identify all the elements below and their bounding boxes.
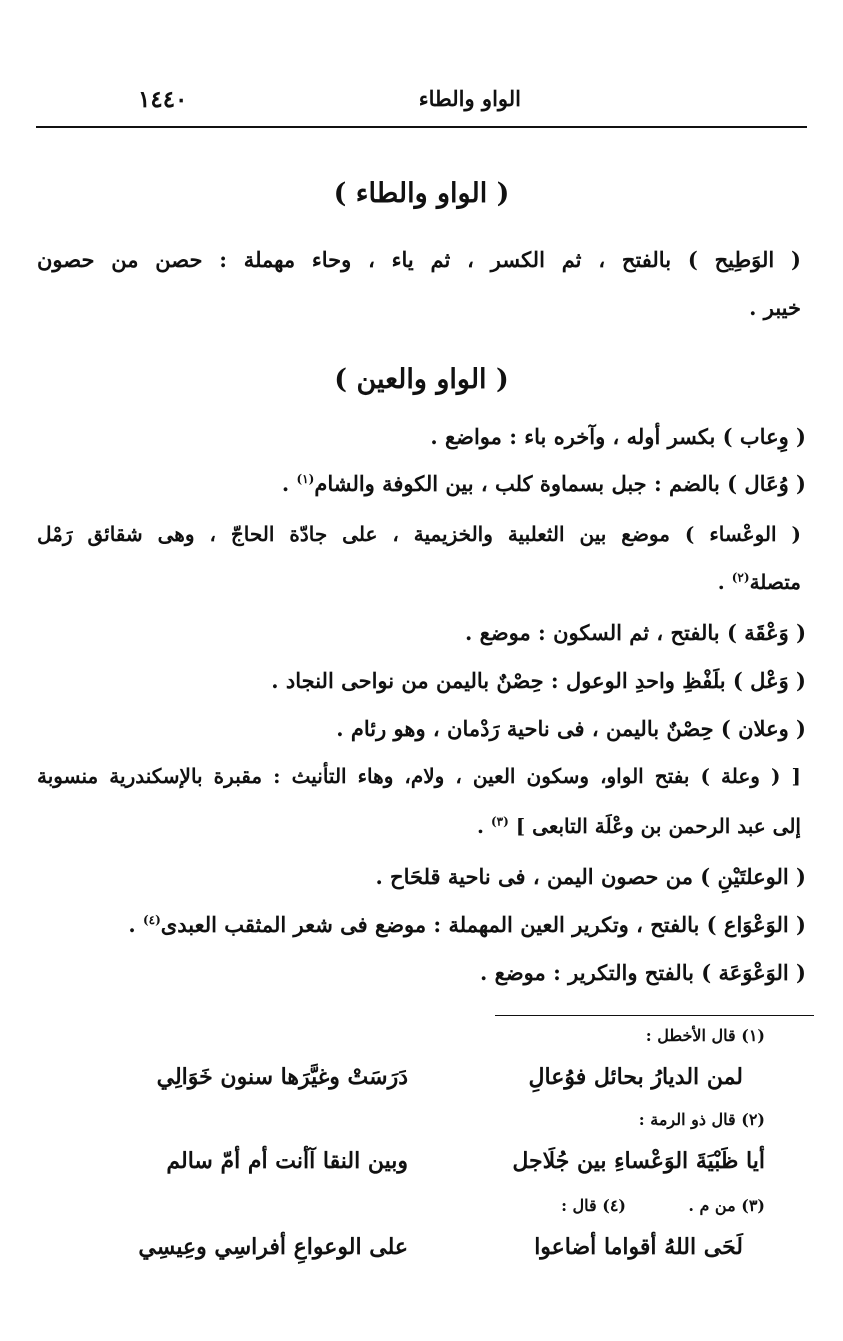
footnote-2-label: (٢) قال ذو الرمة : [638, 1110, 765, 1129]
paragraph-line: ( الوَطِيح ) بالفتح ، ثم الكسر ، ثم ياء ، وحاء مهملة : حصن من حصون [37, 247, 801, 272]
entry-text: ( الوَعْوَاع ) بالفتح ، وتكرير العين المهملة : موضع فى شعر المثقب العبدى [160, 912, 806, 937]
entry-al-wawaa-h: ( الوَعْوَعَة ) بالفتح والتكرير : موضع . [480, 960, 806, 985]
page-number: ١٤٤٠ [138, 86, 188, 113]
entry-al-wawaa: ( الوَعْوَاع ) بالفتح ، وتكرير العين المهملة : موضع فى شعر المثقب العبدى$^{(٤)}$ . [128, 912, 806, 937]
footnote-1-verse-hemistich-1: لمن الديارُ بحائل فوُعالِ [528, 1064, 743, 1090]
entry-text: متصلة [749, 570, 801, 594]
footnote-1-label: (١) قال الأخطل : [645, 1026, 765, 1045]
entry-text: إلى عبد الرحمن بن وعْلَة التابعى ] [515, 814, 801, 838]
footnote-4-verse-hemistich-1: لَحَى اللهُ أقواما أضاعوا [534, 1234, 743, 1260]
footnote-marker: (٣) [490, 814, 509, 829]
footnote-3-label: (٣) من م . [688, 1196, 765, 1215]
footnote-marker: (٢) [731, 570, 750, 585]
footnote-1-verse-hemistich-2: دَرَسَتْ وغيَّرَها سنون خَوَالِي [156, 1064, 408, 1090]
section-heading-waw-ayn: ( الواو والعين ) [334, 364, 509, 395]
running-title: الواو والطاء [418, 86, 521, 111]
entry-al-walatayn: ( الوعلتَيْنِ ) من حصون اليمن ، فى ناحية قلحَاح . [375, 864, 806, 889]
footnote-4-label: (٤) قال : [561, 1196, 626, 1215]
entry-al-watih [37, 236, 801, 332]
entry-al-wasaa: ( الوعْساء ) موضع بين الثعلبية والخزيمية ، على جادّة الحاجّ ، وهى شقائق رَمْل [37, 522, 801, 546]
entry-al-wasaa-cont: متصلة$^{(٢)}$ . [717, 570, 801, 594]
section-heading-waw-taa: ( الواو والطاء ) [333, 178, 510, 209]
entry-waqa: ( وَعْقَة ) بالفتح ، ثم السكون : موضع . [465, 620, 806, 645]
footnote-rule [495, 1015, 814, 1016]
entry-text: ( وُعَال ) بالضم : جبل بسماوة كلب ، بين الكوفة والشام [314, 471, 806, 496]
footnote-2-verse-hemistich-2: وبين النقا آأنت أم أمّ سالم [166, 1148, 408, 1174]
entry-wal: ( وَعْل ) بلَفْظِ واحدِ الوعول : حِصْنٌ باليمن من نواحى النجاد . [271, 668, 806, 693]
footnote-4-verse-hemistich-2: على الوعواعِ أفراسِي وعِيسِي [138, 1234, 408, 1260]
entry-wala-cont: إلى عبد الرحمن بن وعْلَة التابعى ] $^{(٣)}$ . [477, 814, 801, 838]
footnote-marker: (٤) [142, 913, 161, 927]
paragraph-line: خيبر . [749, 295, 801, 320]
running-header [38, 86, 806, 120]
footnote-2-verse-hemistich-1: أيا ظَبْيَةَ الوَعْساءِ بين جُلَاجل [512, 1148, 765, 1174]
entry-wuaal: ( وُعَال ) بالضم : جبل بسماوة كلب ، بين الكوفة والشام$^{(١)}$ . [281, 471, 806, 496]
entry-wala: [ ( وعلة ) بفتح الواو، وسكون العين ، ولام، وهاء التأنيث : مقبرة بالإسكندرية منسوبة [37, 764, 801, 788]
footnote-marker: (١) [296, 472, 315, 486]
header-rule [36, 126, 807, 128]
entry-wiab: ( وِعاب ) بكسر أوله ، وآخره باء : مواضع . [430, 424, 806, 449]
entry-walan: ( وعلان ) حِصْنٌ باليمن ، فى ناحية رَدْمان ، وهو رئام . [336, 716, 806, 741]
